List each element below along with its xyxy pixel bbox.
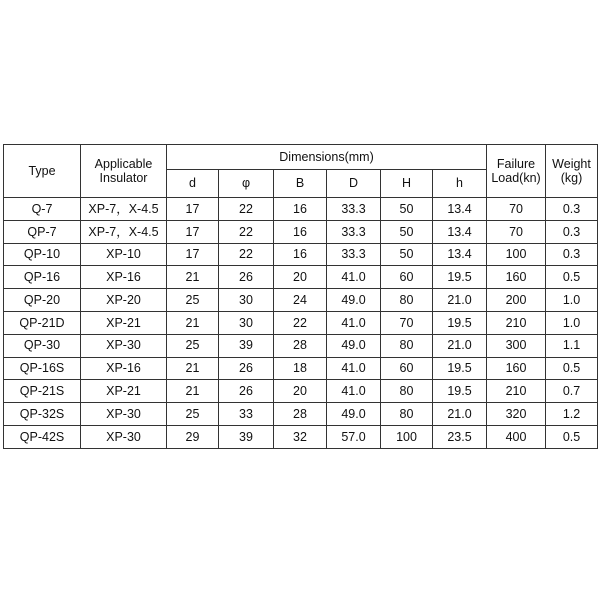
cell-insulator: XP-10 [81,243,167,266]
cell-h: 19.5 [433,266,487,289]
cell-type: QP-10 [4,243,81,266]
header-weight-line1: Weight [552,156,591,171]
cell-h: 21.0 [433,403,487,426]
table-row [4,425,598,448]
cell-B: 22 [274,311,327,334]
cell-d: 21 [167,266,219,289]
cell-failure-load: 70 [487,198,546,221]
cell-H: 50 [381,198,433,221]
cell-insulator: XP-16 [81,266,167,289]
cell-failure-load: 160 [487,357,546,380]
header-weight [546,145,598,198]
cell-d: 25 [167,334,219,357]
header-insulator-line1: Applicable [94,156,153,171]
header-insulator-line2: Insulator [99,171,148,185]
cell-D: 41.0 [327,311,381,334]
cell-d: 25 [167,403,219,426]
cell-d: 29 [167,425,219,448]
cell-phi: 33 [219,403,274,426]
cell-D: 41.0 [327,357,381,380]
cell-D: 41.0 [327,380,381,403]
cell-h: 13.4 [433,198,487,221]
cell-phi: 26 [219,266,274,289]
cell-weight: 0.5 [546,425,598,448]
cell-D: 33.3 [327,198,381,221]
cell-type: QP-7 [4,220,81,243]
table-row [4,357,598,380]
header-sub-h: h [433,170,487,198]
table-row [4,243,598,266]
cell-D: 49.0 [327,289,381,312]
cell-H: 70 [381,311,433,334]
spec-table-container [3,144,597,449]
cell-insulator: XP-16 [81,357,167,380]
cell-phi: 26 [219,357,274,380]
cell-B: 28 [274,403,327,426]
header-sub-B: B [274,170,327,198]
header-dimensions: Dimensions(mm) [167,145,487,170]
cell-failure-load: 100 [487,243,546,266]
table-row [4,198,598,221]
cell-insulator: XP-20 [81,289,167,312]
header-sub-d: d [167,170,219,198]
cell-failure-load: 320 [487,403,546,426]
table-row [4,220,598,243]
cell-phi: 22 [219,198,274,221]
cell-weight: 1.2 [546,403,598,426]
table-row [4,289,598,312]
cell-weight: 0.7 [546,380,598,403]
cell-failure-load: 160 [487,266,546,289]
cell-D: 33.3 [327,220,381,243]
cell-weight: 0.3 [546,220,598,243]
cell-weight: 0.3 [546,243,598,266]
cell-D: 49.0 [327,403,381,426]
cell-h: 13.4 [433,220,487,243]
cell-B: 28 [274,334,327,357]
table-row [4,403,598,426]
cell-H: 100 [381,425,433,448]
cell-H: 60 [381,266,433,289]
table-row [4,311,598,334]
cell-h: 19.5 [433,311,487,334]
cell-phi: 22 [219,243,274,266]
cell-B: 24 [274,289,327,312]
cell-phi: 39 [219,334,274,357]
cell-h: 19.5 [433,357,487,380]
cell-weight: 1.0 [546,289,598,312]
cell-d: 21 [167,311,219,334]
cell-H: 60 [381,357,433,380]
cell-h: 21.0 [433,289,487,312]
cell-insulator: XP-21 [81,311,167,334]
header-failure-line2: Load(kn) [491,171,541,185]
cell-insulator: XP-30 [81,425,167,448]
cell-B: 16 [274,198,327,221]
cell-weight: 0.5 [546,357,598,380]
cell-h: 13.4 [433,243,487,266]
cell-insulator: XP-7，X-4.5 [81,220,167,243]
header-failure-line1: Failure [496,156,536,171]
cell-failure-load: 200 [487,289,546,312]
cell-B: 20 [274,266,327,289]
cell-failure-load: 210 [487,380,546,403]
header-sub-D: D [327,170,381,198]
cell-B: 16 [274,220,327,243]
cell-failure-load: 70 [487,220,546,243]
cell-B: 18 [274,357,327,380]
cell-H: 80 [381,289,433,312]
cell-type: Q-7 [4,198,81,221]
header-applicable-insulator [81,145,167,198]
cell-type: QP-21D [4,311,81,334]
cell-phi: 30 [219,289,274,312]
cell-D: 49.0 [327,334,381,357]
cell-B: 20 [274,380,327,403]
header-type: Type [4,145,81,198]
cell-insulator: XP-30 [81,403,167,426]
cell-type: QP-32S [4,403,81,426]
cell-failure-load: 210 [487,311,546,334]
cell-D: 57.0 [327,425,381,448]
cell-type: QP-16S [4,357,81,380]
cell-weight: 1.0 [546,311,598,334]
header-sub-H: H [381,170,433,198]
cell-H: 80 [381,403,433,426]
cell-phi: 30 [219,311,274,334]
cell-phi: 22 [219,220,274,243]
header-row-main [4,145,598,170]
cell-insulator: XP-7，X-4.5 [81,198,167,221]
cell-weight: 0.3 [546,198,598,221]
cell-phi: 39 [219,425,274,448]
cell-phi: 26 [219,380,274,403]
cell-h: 19.5 [433,380,487,403]
spec-table [3,144,598,449]
cell-failure-load: 300 [487,334,546,357]
cell-h: 21.0 [433,334,487,357]
cell-d: 17 [167,220,219,243]
cell-insulator: XP-30 [81,334,167,357]
cell-D: 33.3 [327,243,381,266]
table-body [4,198,598,449]
cell-d: 21 [167,357,219,380]
cell-failure-load: 400 [487,425,546,448]
cell-d: 21 [167,380,219,403]
table-header [4,145,598,198]
cell-d: 25 [167,289,219,312]
table-row [4,380,598,403]
cell-B: 32 [274,425,327,448]
cell-H: 50 [381,243,433,266]
table-row [4,266,598,289]
cell-H: 80 [381,334,433,357]
cell-insulator: XP-21 [81,380,167,403]
cell-weight: 1.1 [546,334,598,357]
cell-d: 17 [167,243,219,266]
cell-h: 23.5 [433,425,487,448]
cell-type: QP-21S [4,380,81,403]
cell-H: 50 [381,220,433,243]
cell-type: QP-30 [4,334,81,357]
cell-type: QP-16 [4,266,81,289]
cell-B: 16 [274,243,327,266]
header-sub-phi: φ [219,170,274,198]
cell-weight: 0.5 [546,266,598,289]
cell-type: QP-42S [4,425,81,448]
table-row [4,334,598,357]
cell-H: 80 [381,380,433,403]
cell-type: QP-20 [4,289,81,312]
cell-D: 41.0 [327,266,381,289]
header-failure-load [487,145,546,198]
cell-d: 17 [167,198,219,221]
header-weight-line2: (kg) [560,171,583,185]
